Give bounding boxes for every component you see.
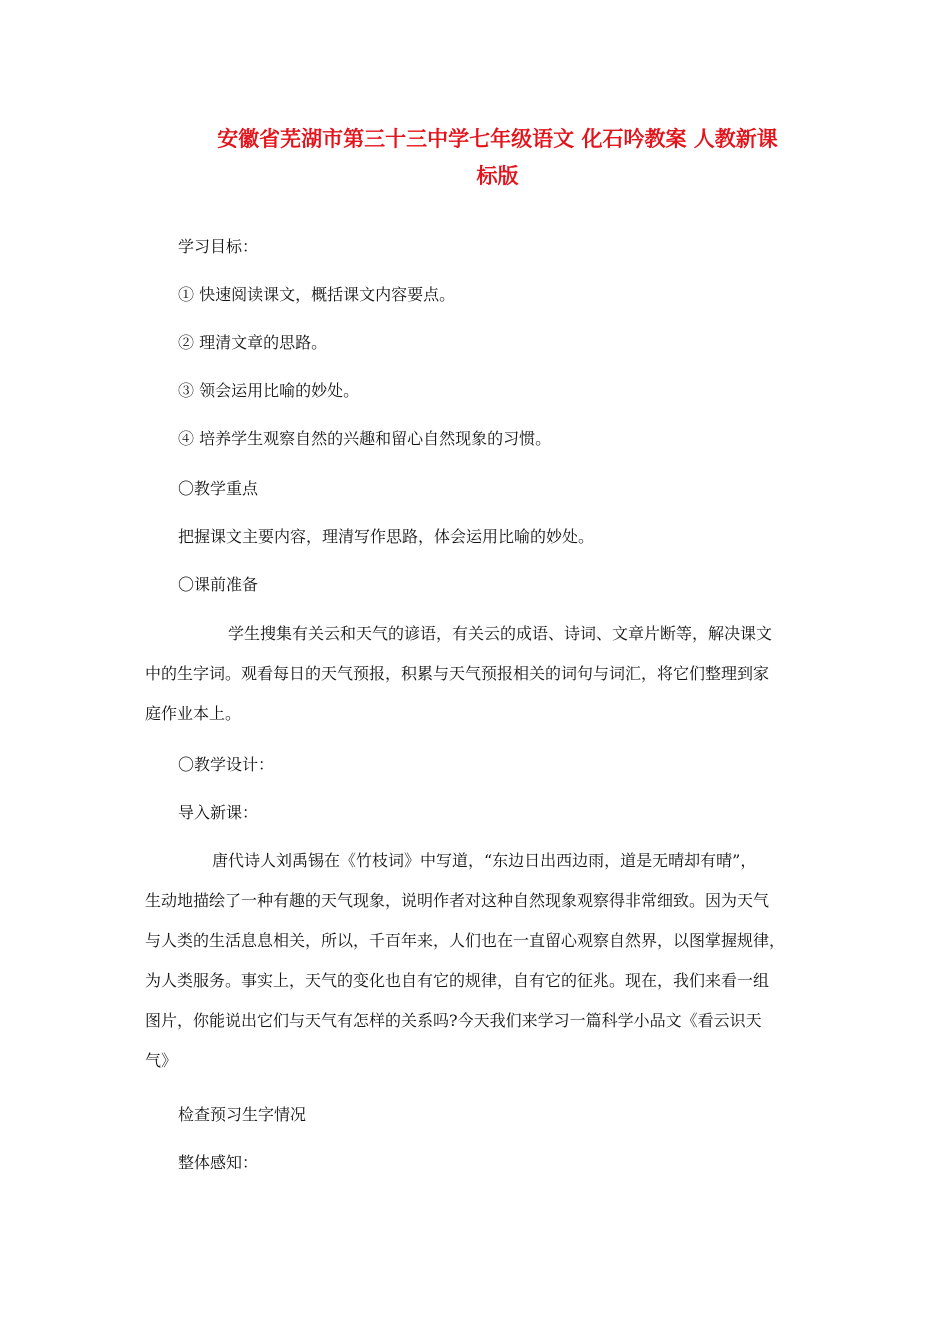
overview-heading: 整体感知： — [178, 1153, 259, 1172]
intro-paragraph-line: 气》 — [145, 1051, 178, 1070]
intro-paragraph-line: 为人类服务。事实上，天气的变化也自有它的规律，自有它的征兆。现在，我们来看一组 — [145, 971, 770, 990]
prep-paragraph-line: 学生搜集有关云和天气的谚语，有关云的成语、诗词、文章片断等，解决课文 — [228, 624, 773, 643]
prep-paragraph-line: 庭作业本上。 — [145, 704, 242, 723]
document-title-line-1: 安徽省芜湖市第三十三中学七年级语文 化石吟教案 人教新课 — [217, 127, 778, 151]
intro-paragraph-line: 与人类的生活息息相关，所以，千百年来，人们也在一直留心观察自然界，以图掌握规律， — [145, 931, 786, 950]
intro-paragraph-line: 唐代诗人刘禹锡在《竹枝词》中写道，“东边日出西边雨，道是无晴却有晴”， — [212, 851, 757, 870]
objective-item: ④ 培养学生观察自然的兴趣和留心自然现象的习惯。 — [178, 429, 552, 448]
intro-paragraph-line: 图片，你能说出它们与天气有怎样的关系吗?今天我们来学习一篇科学小品文《看云识天 — [145, 1011, 762, 1030]
prep-paragraph-line: 中的生字词。观看每日的天气预报，积累与天气预报相关的词句与词汇，将它们整理到家 — [145, 664, 770, 683]
prep-heading: 〇课前准备 — [178, 575, 259, 594]
objective-item: ② 理清文章的思路。 — [178, 333, 328, 352]
focus-heading: 〇教学重点 — [178, 479, 259, 498]
objective-item: ① 快速阅读课文，概括课文内容要点。 — [178, 285, 456, 304]
design-heading: 〇教学设计： — [178, 755, 275, 774]
document-title-line-2: 标版 — [476, 164, 519, 188]
focus-text: 把握课文主要内容，理清写作思路，体会运用比喻的妙处。 — [178, 527, 595, 546]
check-heading: 检查预习生字情况 — [178, 1105, 307, 1124]
intro-heading: 导入新课： — [178, 803, 259, 822]
objectives-heading: 学习目标： — [178, 237, 259, 256]
objective-item: ③ 领会运用比喻的妙处。 — [178, 381, 360, 400]
intro-paragraph-line: 生动地描绘了一种有趣的天气现象，说明作者对这种自然现象观察得非常细致。因为天气 — [145, 891, 770, 910]
